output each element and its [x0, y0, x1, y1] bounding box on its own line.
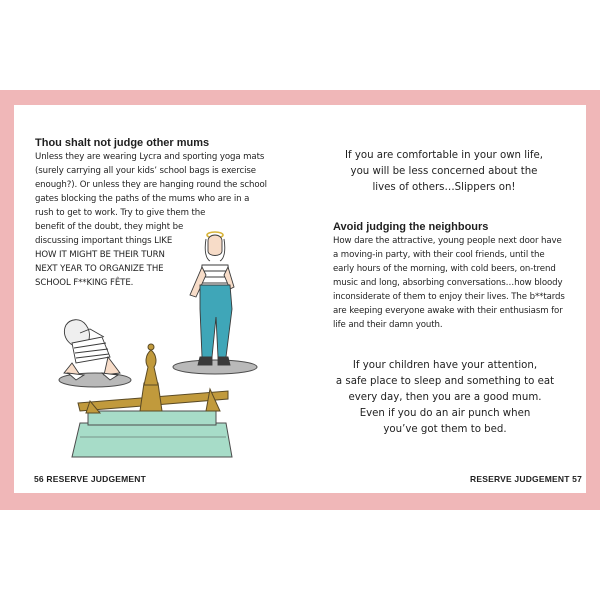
closing-line: every day, then you are a good mum.	[348, 392, 542, 403]
quote-line: you will be less concerned about the	[350, 166, 538, 177]
quote-line: lives of others…Slippers on!	[372, 182, 516, 193]
left-line: enough?). Or unless they are hanging round the school	[35, 180, 267, 190]
scale-base	[72, 411, 232, 457]
right-heading: Avoid judging the neighbours	[333, 221, 489, 233]
right-line: inconsiderate of them to enjoy their lives. The b**tards	[333, 292, 565, 302]
right-line: early hours of the morning, with cold beers, on-trend	[333, 264, 556, 274]
left-heading: Thou shalt not judge other mums	[35, 137, 210, 149]
quote-line: If you are comfortable in your own life,	[345, 150, 543, 161]
closing-line: a safe place to sleep and something to eat	[335, 376, 555, 387]
closing-line: Even if you do an air punch when	[359, 408, 531, 419]
right-page-footer: RESERVE JUDGEMENT 57	[470, 474, 583, 484]
left-line: rush to get to work. Try to give them the	[35, 208, 206, 218]
right-line: life and their damn youth.	[333, 320, 443, 330]
comfort-quote	[344, 148, 544, 196]
left-line: (surely carrying all your kids’ school bags is exercise	[35, 166, 256, 176]
good-mum-quote	[334, 358, 556, 438]
right-paragraph	[333, 234, 565, 332]
closing-line: If your children have your attention,	[352, 360, 538, 371]
left-page-footer: 56 RESERVE JUDGEMENT	[34, 474, 147, 484]
left-line: NEXT YEAR TO ORGANIZE THE	[35, 264, 164, 274]
scales-illustration	[50, 225, 260, 460]
left-line: SCHOOL F**KING FÊTE.	[35, 278, 134, 288]
right-line: How dare the attractive, young people next door have	[333, 236, 562, 246]
crouching-woman-figure	[64, 320, 120, 380]
left-line: gates blocking the paths of the mums who are in a	[35, 194, 250, 204]
left-line: discussing important things LIKE	[35, 236, 173, 246]
right-line: music and long, absorbing conversations…how bloody	[333, 278, 563, 288]
right-line: are keeping everyone awake with their enthusiasm for	[333, 306, 563, 316]
left-line: benefit of the doubt, they might be	[35, 222, 184, 232]
right-pan	[173, 360, 257, 374]
right-line: a moving-in party, with their cool friends, until the	[333, 250, 545, 260]
standing-woman-figure	[190, 232, 234, 365]
closing-line: you’ve got them to bed.	[383, 424, 507, 435]
left-line: HOW IT MIGHT BE THEIR TURN	[35, 250, 165, 260]
left-line: Unless they are wearing Lycra and sporting yoga mats	[35, 152, 265, 162]
